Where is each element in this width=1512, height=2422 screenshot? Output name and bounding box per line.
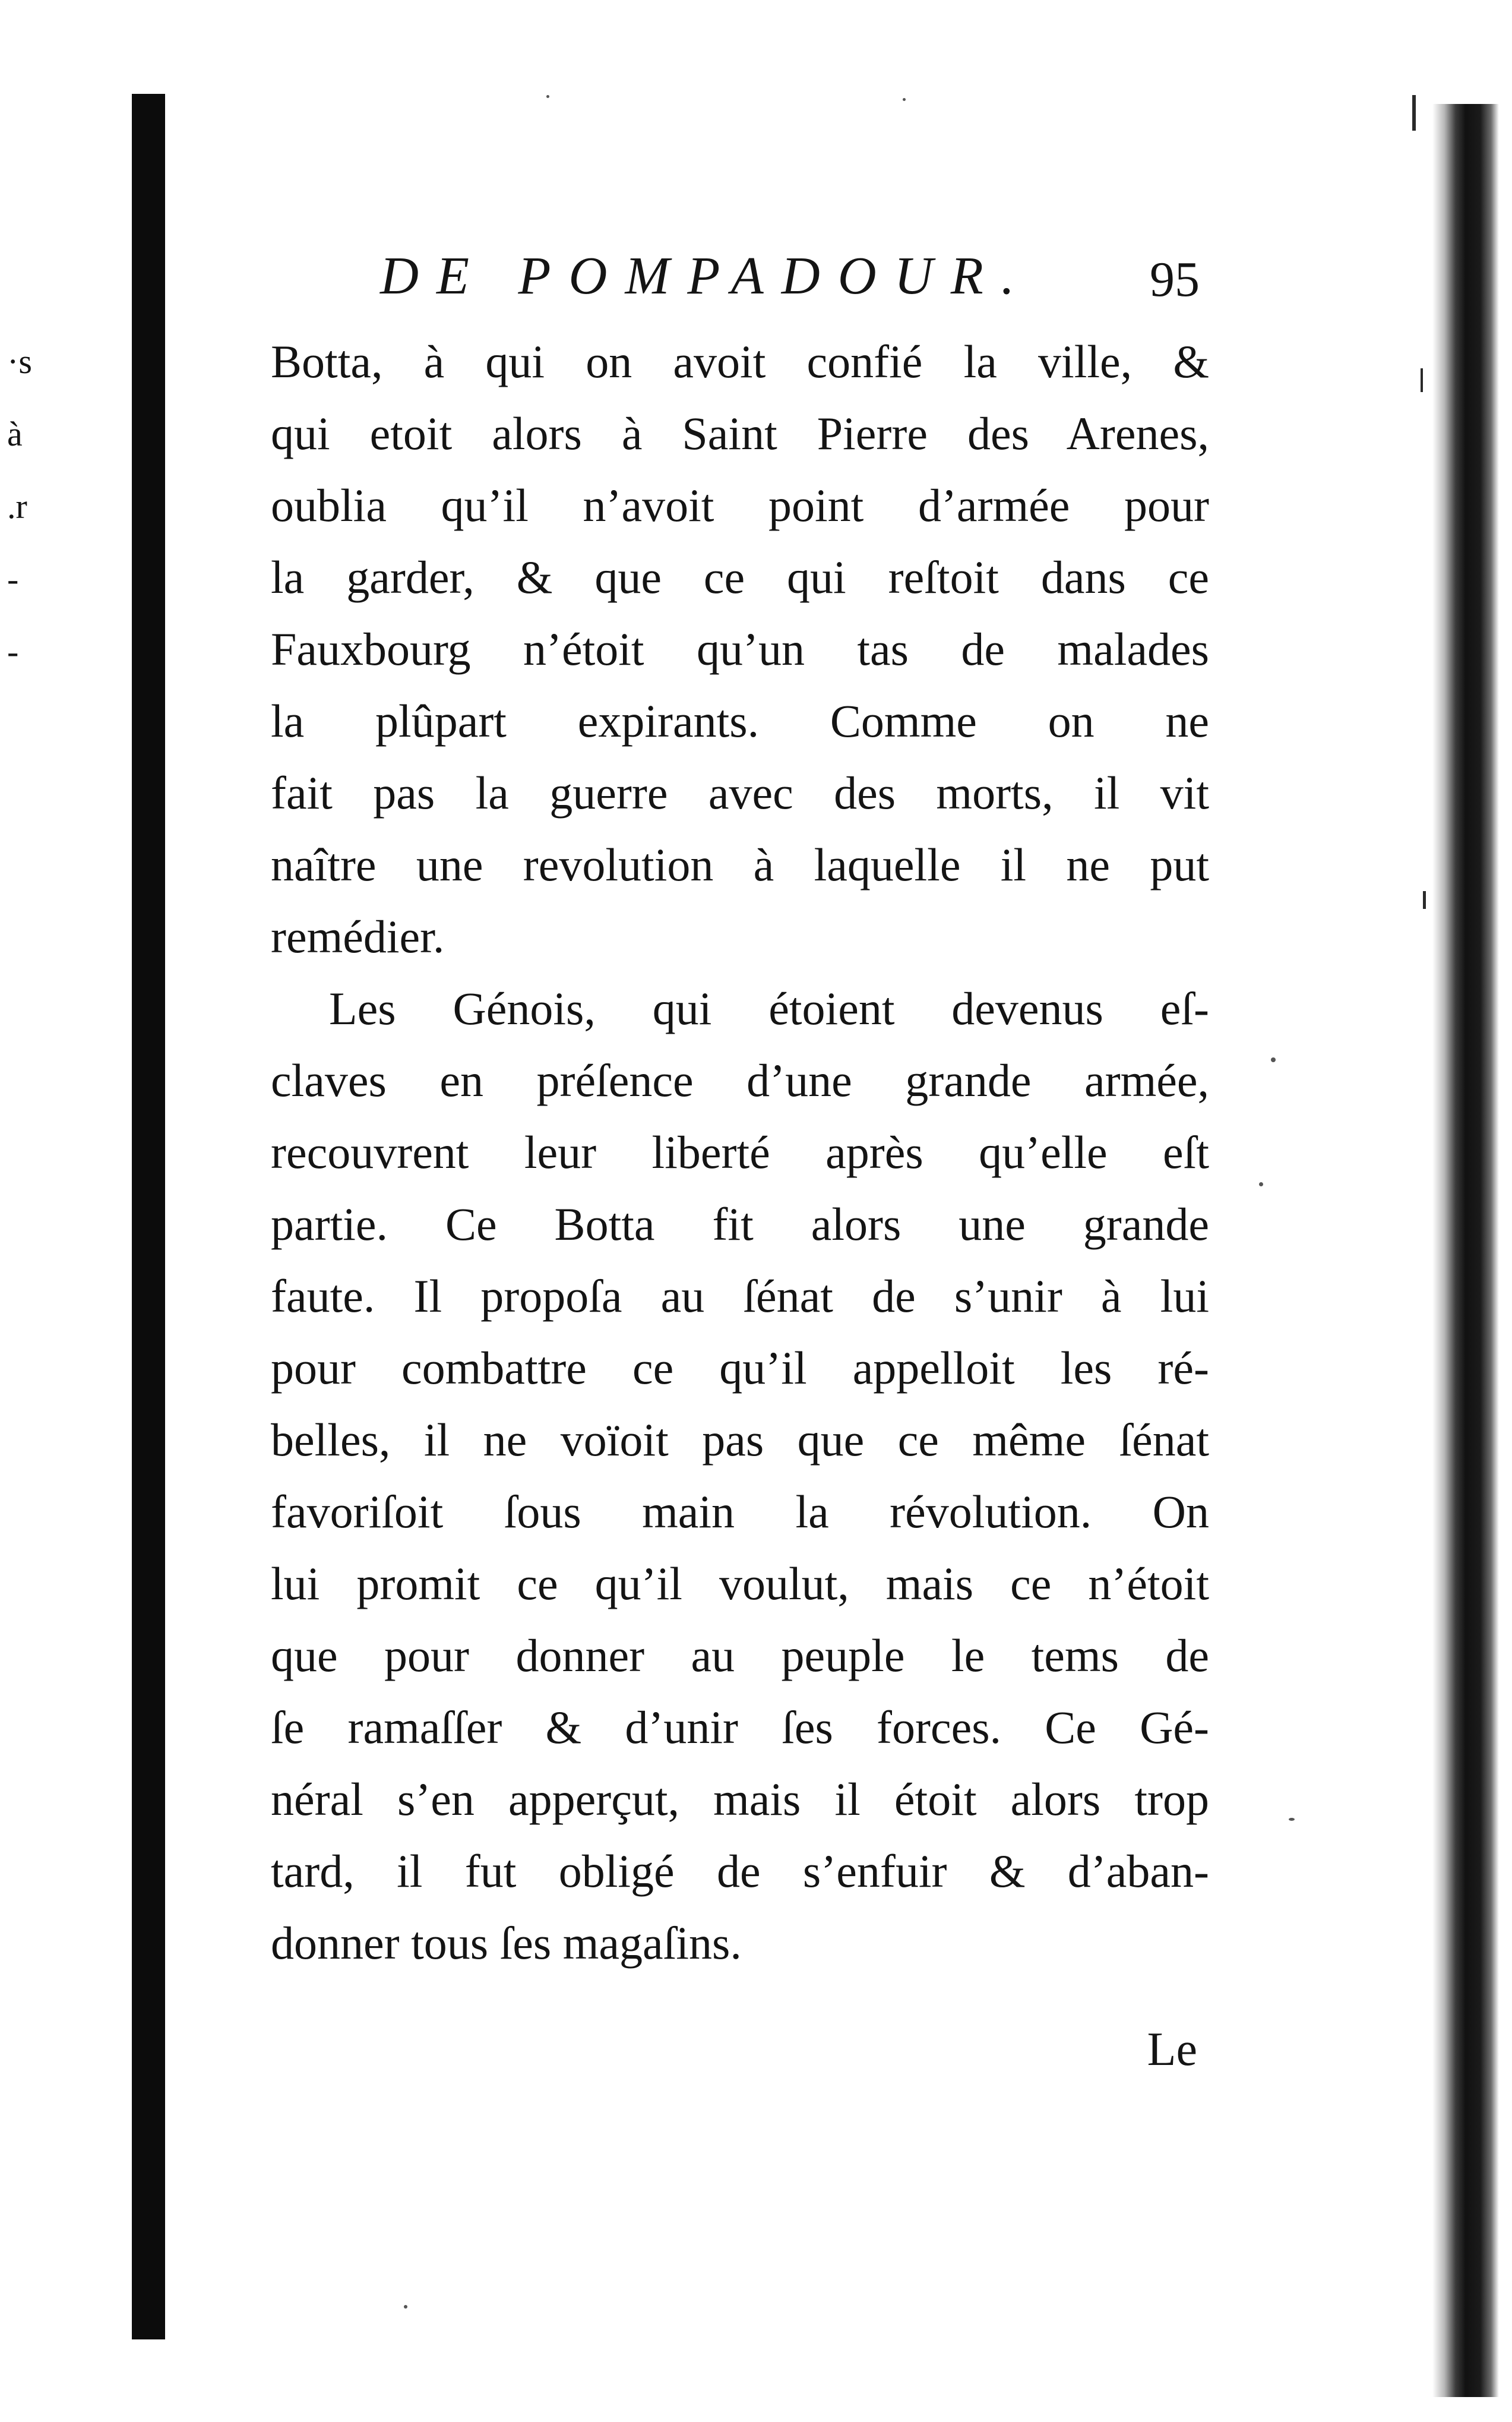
- paragraph-end-line: donner tous ſes magaſins.: [271, 1917, 742, 1969]
- text-line: néral s’en apperçut, mais il étoit alors trop: [271, 1773, 1209, 1825]
- paragraph-start-line: Les Génois, qui étoient devenus eſ-: [329, 983, 1209, 1034]
- text-line: faute. Il propoſa au ſénat de s’unir à lui: [271, 1270, 1209, 1322]
- paragraph-end-line: remédier.: [271, 911, 445, 962]
- text-line: claves en préſence d’une grande armée,: [271, 1054, 1209, 1106]
- edge-speck: [1412, 95, 1416, 131]
- text-line: fait pas la guerre avec des morts, il vit: [271, 767, 1209, 819]
- previous-page-fragments: [7, 342, 43, 707]
- text-line: Fauxbourg n’étoit qu’un tas de malades: [271, 623, 1209, 675]
- gutter-shadow-bar: [132, 94, 165, 2339]
- page-number: 95: [1150, 252, 1200, 307]
- paper-speck: [546, 95, 549, 98]
- paper-speck: [404, 2305, 407, 2309]
- edge-speck: [1423, 891, 1426, 909]
- text-line: que pour donner au peuple le tems de: [271, 1630, 1209, 1681]
- text-line: belles, il ne voïoit pas que ce même ſénat: [271, 1414, 1209, 1466]
- running-title: DE POMPADOUR.: [380, 247, 1033, 305]
- text-line: la plûpart expirants. Comme on ne: [271, 695, 1209, 747]
- page-edge-shadow: [1432, 104, 1499, 2397]
- text-line: lui promit ce qu’il voulut, mais ce n’étoit: [271, 1558, 1209, 1609]
- paper-speck: [1259, 1182, 1263, 1186]
- text-line: qui etoit alors à Saint Pierre des Arenes,: [271, 408, 1209, 459]
- text-line: la garder, & que ce qui reſtoit dans ce: [271, 551, 1209, 603]
- text-line: oublia qu’il n’avoit point d’armée pour: [271, 479, 1209, 531]
- catchword: Le: [1147, 2023, 1197, 2076]
- margin-fragment: -: [7, 632, 19, 671]
- margin-fragment: à: [7, 415, 23, 453]
- text-line: partie. Ce Botta fit alors une grande: [271, 1198, 1209, 1250]
- paper-speck: [903, 98, 906, 101]
- page-header: [380, 244, 1200, 309]
- text-line: pour combattre ce qu’il appelloit les ré-: [271, 1342, 1209, 1394]
- margin-fragment: -: [7, 560, 19, 598]
- text-line: recouvrent leur liberté après qu’elle eſt: [271, 1126, 1209, 1178]
- edge-speck: [1421, 368, 1423, 392]
- paper-speck: [1271, 1057, 1276, 1062]
- paper-speck: [1289, 1818, 1295, 1821]
- body-text: [271, 326, 1209, 1979]
- margin-fragment: .r: [7, 487, 27, 526]
- margin-fragment: ·s: [7, 342, 32, 381]
- text-line: tard, il fut obligé de s’enfuir & d’aban-: [271, 1845, 1209, 1897]
- text-line: favoriſoit ſous main la révolution. On: [271, 1486, 1209, 1537]
- text-line: Botta, à qui on avoit confié la ville, &: [271, 336, 1209, 387]
- text-line: naître une revolution à laquelle il ne put: [271, 839, 1209, 891]
- text-line: ſe ramaſſer & d’unir ſes forces. Ce Gé-: [271, 1701, 1209, 1753]
